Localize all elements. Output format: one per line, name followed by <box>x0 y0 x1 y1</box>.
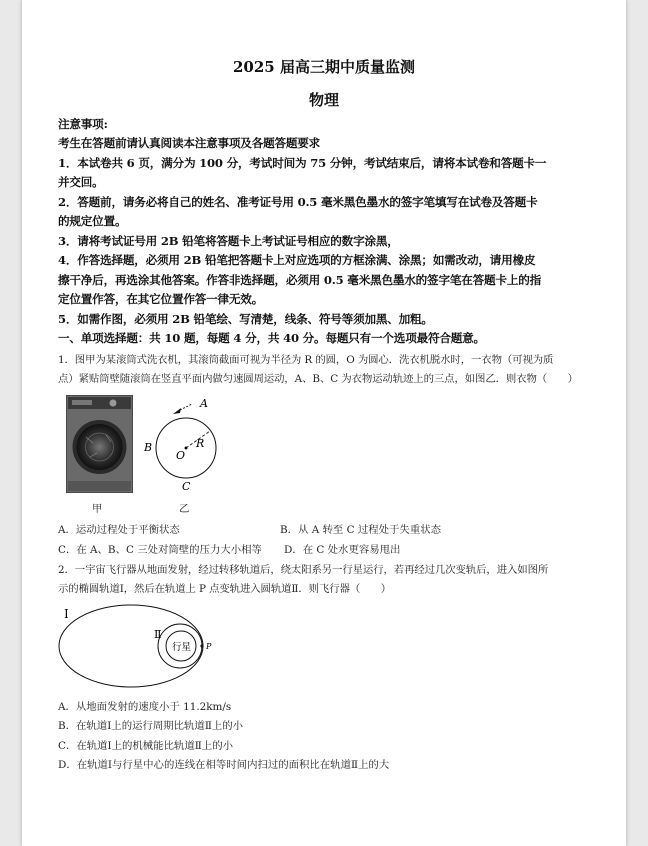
notes-line: 擦干净后，再选涂其他答案。作答非选择题，必须用 0.5 毫米黑色墨水的签字笔在答题卡上的指 <box>58 273 541 287</box>
orbit-diagram <box>58 602 212 694</box>
question-1-stem: 1．图甲为某滚筒式洗衣机，其滚筒截面可视为半径为 R 的圆，O 为圆心．洗衣机脱水时，一衣物（可视为质 <box>58 354 554 366</box>
label-o: O <box>176 449 186 462</box>
notes-line: 5．如需作图，必须用 2B 铅笔绘、写清楚，线条、符号等须加黑、加粗。 <box>58 312 433 326</box>
question-2-option-a: A．从地面发射的速度小于 11.2km/s <box>58 701 232 713</box>
question-1-option-b: B．从 A 转至 C 过程处于失重状态 <box>280 524 441 536</box>
notes-line: 的规定位置。 <box>58 214 127 228</box>
label-c: C <box>182 480 191 493</box>
question-2-option-d: D．在轨道Ⅰ与行星中心的连线在相等时间内扫过的面积比在轨道Ⅱ上的大 <box>58 759 390 771</box>
question-1-option-c: C．在 A、B、C 三处对筒壁的压力大小相等 <box>58 544 262 556</box>
notes-heading: 注意事项: <box>58 117 108 131</box>
label-r: R <box>196 437 205 450</box>
notes-line: 4．作答选择题，必须用 2B 铅笔把答题卡上对应选项的方框涂满、涂黑；如需改动，请用橡皮 <box>58 253 536 267</box>
section-heading: 一、单项选择题：共 10 题，每题 4 分，共 40 分。每题只有一个选项最符合题意。 <box>58 331 485 345</box>
label-p: P <box>206 642 212 651</box>
label-planet: 行星 <box>172 642 192 653</box>
page-title: 2025 届高三期中质量监测 <box>233 58 415 76</box>
notes-line: 1．本试卷共 6 页，满分为 100 分，考试时间为 75 分钟，考试结束后，请将本试卷和答题卡一 <box>58 156 547 170</box>
figure-label-jia: 甲 <box>92 503 103 515</box>
notes-line: 考生在答题前请认真阅读本注意事项及各题答题要求 <box>58 136 321 150</box>
label-orbit-2: Ⅱ <box>154 628 162 641</box>
washing-machine-figure <box>66 395 134 495</box>
notes-line: 并交回。 <box>58 175 104 189</box>
label-orbit-1: Ⅰ <box>64 607 69 621</box>
label-a: A <box>200 397 208 410</box>
question-2-stem: 示的椭圆轨道Ⅰ，然后在轨道上 P 点变轨进入圆轨道Ⅱ．则飞行器（ ） <box>58 583 391 595</box>
notes-line: 定位置作答，在其它位置作答一律无效。 <box>58 292 264 306</box>
notes-line: 3．请将考试证号用 2B 铅笔将答题卡上考试证号相应的数字涂黑， <box>58 234 399 248</box>
question-2-option-c: C．在轨道Ⅰ上的机械能比轨道Ⅱ上的小 <box>58 740 233 752</box>
subject-title: 物理 <box>308 91 339 109</box>
question-1-option-d: D．在 C 处水更容易甩出 <box>284 544 401 556</box>
circular-motion-diagram <box>140 398 230 498</box>
question-2-option-b: B．在轨道Ⅰ上的运行周期比轨道Ⅱ上的小 <box>58 720 244 732</box>
question-1-option-a: A．运动过程处于平衡状态 <box>58 524 180 536</box>
label-b: B <box>144 441 153 454</box>
exam-page <box>22 0 626 846</box>
figure-label-yi: 乙 <box>179 503 190 515</box>
notes-line: 2．答题前，请务必将自己的姓名、准考证号用 0.5 毫米黑色墨水的签字笔填写在试卷及答题卡 <box>58 195 538 209</box>
question-1-stem: 点）紧贴筒壁随滚筒在竖直平面内做匀速圆周运动，A、B、C 为衣物运动轨迹上的三点，如图乙．则衣物（ ） <box>58 373 578 385</box>
question-2-stem: 2．一宇宙飞行器从地面发射，经过转移轨道后，绕太阳系另一行星运行，若再经过几次变轨后，进入如图所 <box>58 564 549 576</box>
